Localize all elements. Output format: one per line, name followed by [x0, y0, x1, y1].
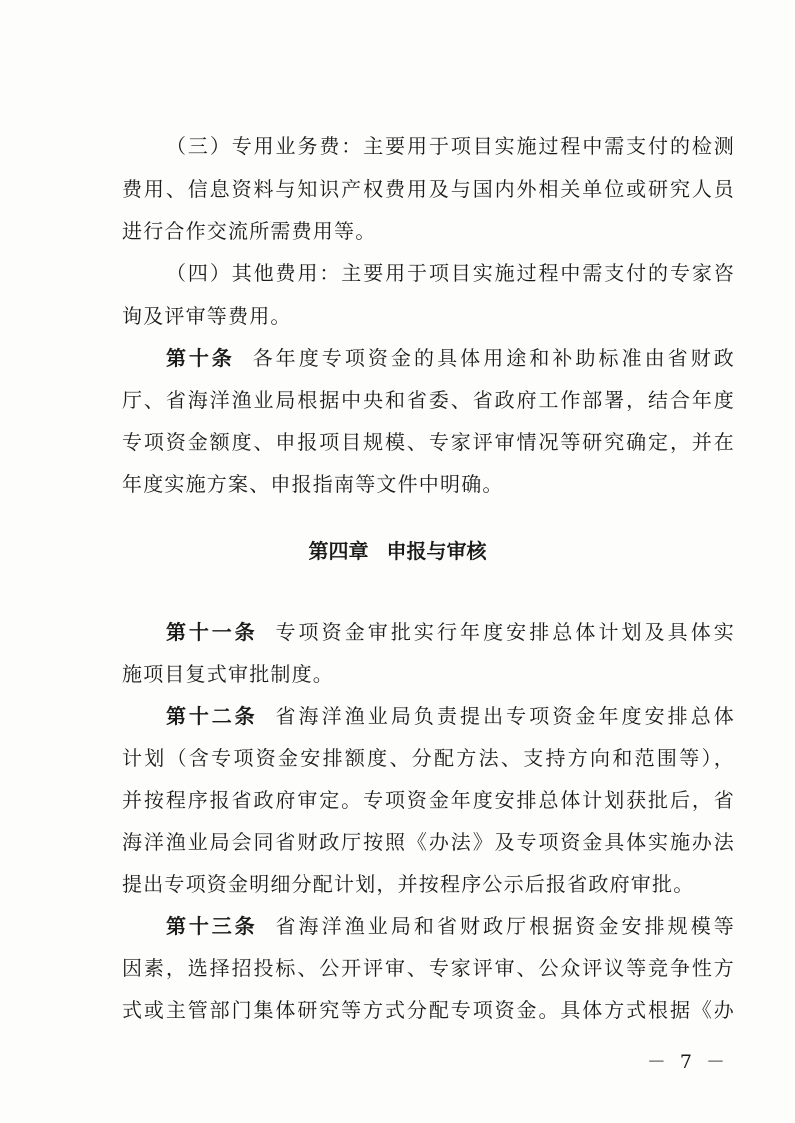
item3-line-3: 进行合作交流所需费用等。: [122, 219, 377, 243]
article11-label: 第十一条: [166, 620, 258, 644]
article10-line-2: 厅、省海洋渔业局根据中央和省委、省政府工作部署，结合年度: [122, 388, 735, 412]
article12-label: 第十二条: [166, 704, 258, 728]
article10-text-1: 各年度专项资金的具体用途和补助标准由省财政: [252, 346, 736, 370]
chapter-heading: [0, 532, 795, 570]
page-number: － 7 －: [646, 1051, 729, 1073]
article12-line-3: 并按程序报省政府审定。专项资金年度安排总体计划获批后，省: [122, 788, 735, 812]
article13-line-3: 式或主管部门集体研究等方式分配专项资金。具体方式根据《办: [122, 998, 735, 1022]
item4-line-1: （四）其他费用：主要用于项目实施过程中需支付的专家咨: [166, 261, 735, 285]
article10-line-1: [166, 339, 735, 377]
article11-text-1: 专项资金审批实行年度安排总体计划及具体实: [275, 620, 736, 644]
item3-line-2: 费用、信息资料与知识产权费用及与国内外相关单位或研究人员: [122, 177, 735, 201]
item4-line-2: 询及评审等费用。: [122, 304, 292, 328]
article12-line-1: [166, 697, 735, 735]
article10-label: 第十条: [166, 346, 235, 370]
article13-text-1: 省海洋渔业局和省财政厅根据资金安排规模等: [275, 914, 736, 938]
chapter-title: 申报与审核: [386, 539, 487, 563]
article13-label: 第十三条: [166, 914, 258, 938]
chapter-number: 第四章: [308, 539, 369, 563]
item3-line-1: （三）专用业务费：主要用于项目实施过程中需支付的检测: [166, 134, 735, 158]
article13-line-2: 因素，选择招投标、公开评审、专家评审、公众评议等竞争性方: [122, 956, 735, 980]
article12-line-2: 计划（含专项资金安排额度、分配方法、支持方向和范围等），: [122, 746, 735, 770]
article11-line-2: 施项目复式审批制度。: [122, 662, 334, 686]
article12-text-1: 省海洋渔业局负责提出专项资金年度安排总体: [275, 704, 736, 728]
article12-line-4: 海洋渔业局会同省财政厅按照《办法》及专项资金具体实施办法: [122, 830, 735, 854]
article11-line-1: [166, 613, 735, 651]
article13-line-1: [166, 907, 735, 945]
article10-line-4: 年度实施方案、申报指南等文件中明确。: [122, 472, 504, 496]
article12-line-5: 提出专项资金明细分配计划，并按程序公示后报省政府审批。: [122, 872, 695, 896]
article10-line-3: 专项资金额度、申报项目规模、专家评审情况等研究确定，并在: [122, 430, 735, 454]
